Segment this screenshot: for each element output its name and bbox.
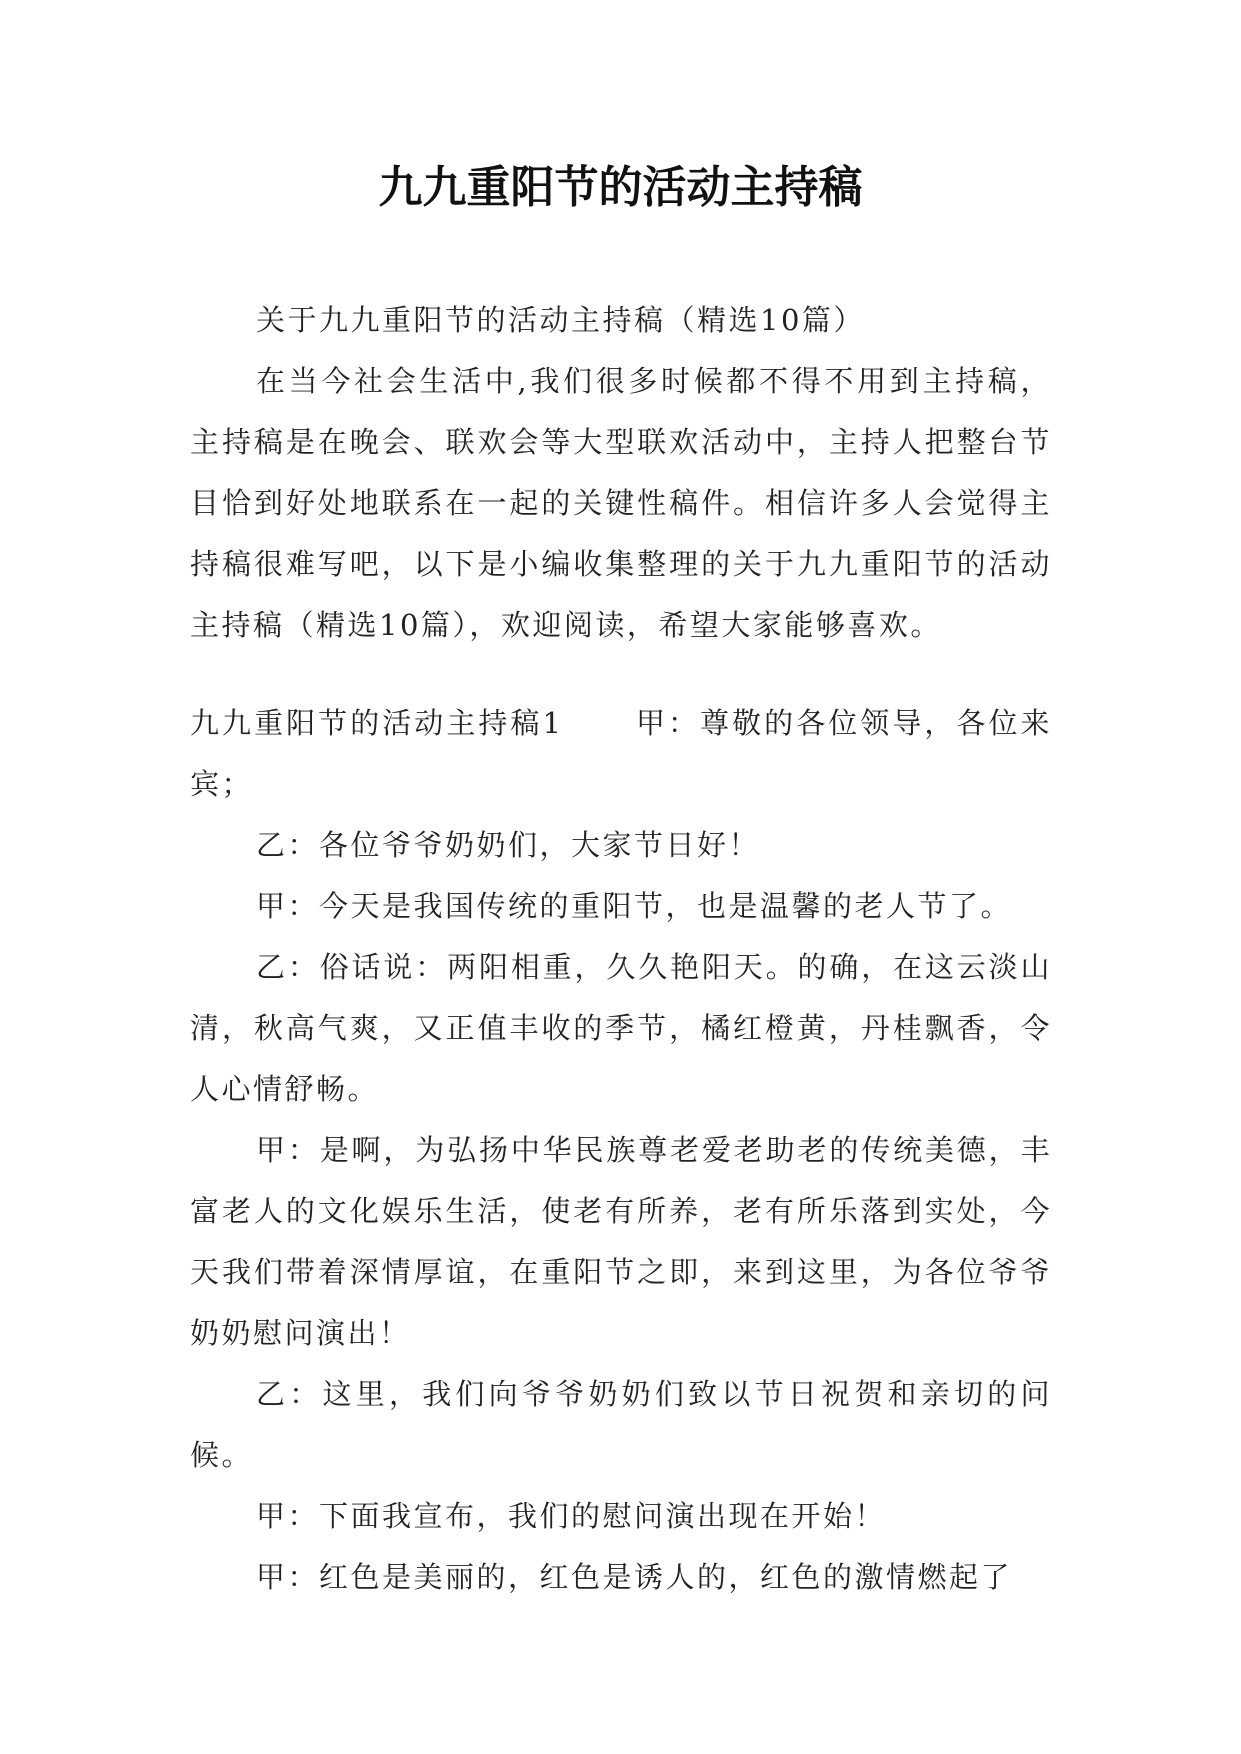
document-subtitle: 关于九九重阳节的活动主持稿（精选10篇） [256,303,865,337]
paragraph-gap [190,656,1052,693]
document-title: 九九重阳节的活动主持稿 [378,162,863,213]
section-heading: 九九重阳节的活动主持稿1 [190,706,564,740]
intro-paragraph: 在当今社会生活中,我们很多时候都不得不用到主持稿，主持稿是在晚会、联欢会等大型联欢活动中，主持人把整台节目恰到好处地联系在一起的关键性稿件。相信许多人会觉得主持稿很难写吧，以下是小编收集整理的关于九九重阳节的活动主持稿（精选10篇），欢迎阅读，希望大家能够喜欢。 [190,364,1052,642]
section-first-line: 甲：尊敬的各位领导，各位来宾； [190,706,1052,801]
dialogue-line: 甲：今天是我国传统的重阳节，也是温馨的老人节了。 [256,889,1013,923]
section-opening-paragraph [190,693,1052,815]
dialogue-line: 甲：是啊，为弘扬中华民族尊老爱老助老的传统美德，丰富老人的文化娱乐生活，使老有所养，老有所乐落到实处，今天我们带着深情厚谊，在重阳节之即，来到这里，为各位爷爷奶奶慰问演出！ [190,1133,1052,1350]
dialogue-line: 乙：俗话说：两阳相重，久久艳阳天。的确，在这云淡山清，秋高气爽，又正值丰收的季节，橘红橙黄，丹桂飘香，令人心情舒畅。 [190,950,1052,1106]
dialogue-line: 乙：各位爷爷奶奶们，大家节日好！ [256,828,761,862]
dialogue-line: 甲：红色是美丽的，红色是诱人的，红色的激情燃起了 [256,1560,1013,1594]
dialogue-line: 甲：下面我宣布，我们的慰问演出现在开始！ [256,1499,887,1533]
document-body [190,290,1052,1608]
dialogue-line: 乙：这里，我们向爷爷奶奶们致以节日祝贺和亲切的问候。 [190,1377,1052,1472]
